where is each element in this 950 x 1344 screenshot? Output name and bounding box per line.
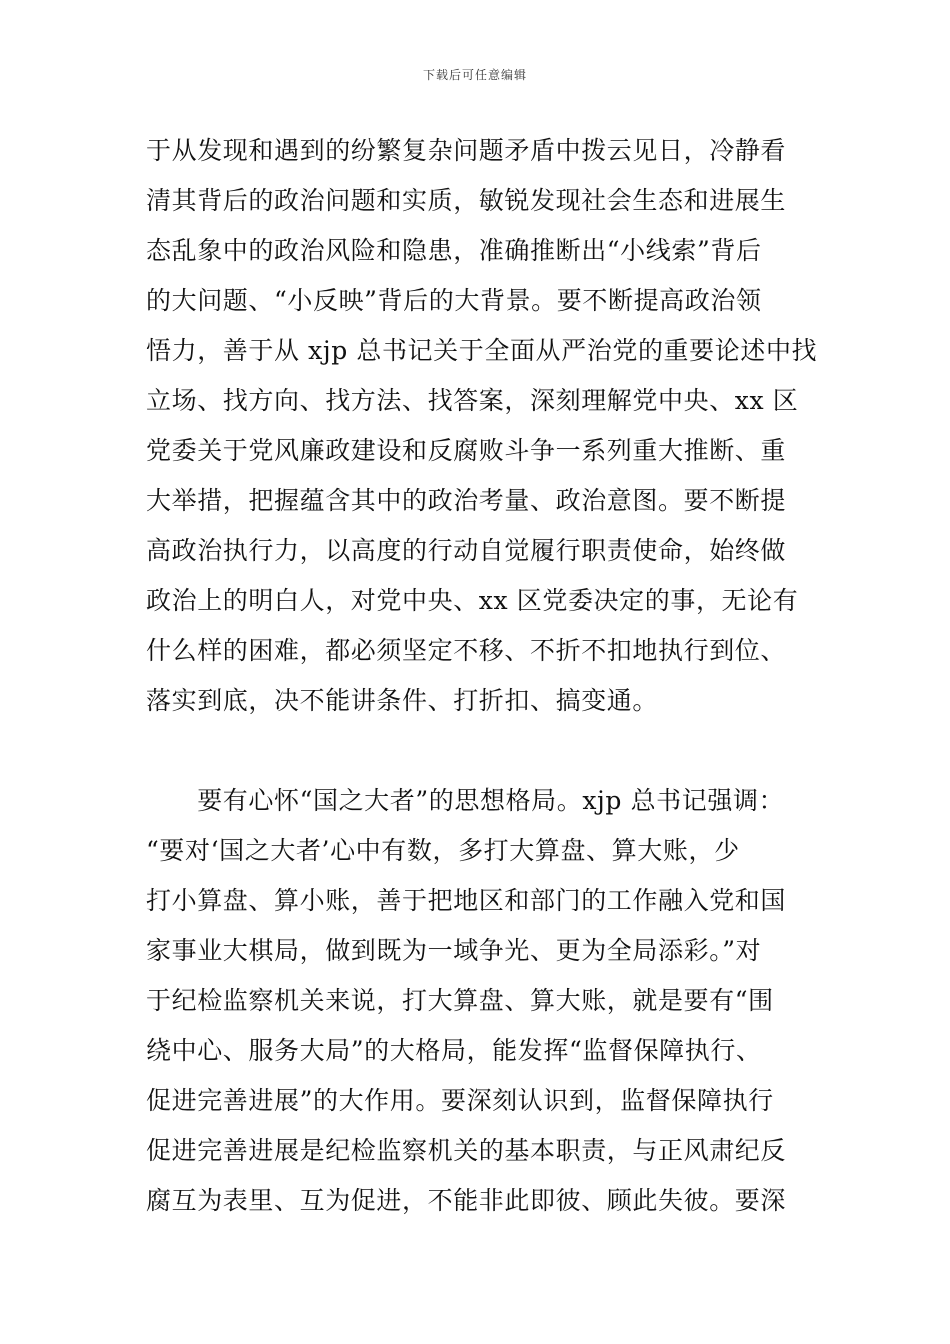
paragraph-2-line-2: “要对‘国之大者’心中有数，多打大算盘、算大账，少 <box>146 836 740 865</box>
paragraph-2-line-1: 要有心怀“国之大者”的思想格局。xjp 总书记强调： <box>146 786 785 815</box>
paragraph-2-line-8: 促进完善进展是纪检监察机关的基本职责，与正风肃纪反 <box>146 1136 787 1165</box>
paragraph-2-line-9: 腐互为表里、互为促进，不能非此即彼、顾此失彼。要深 <box>146 1186 787 1215</box>
paragraph-1-line-3: 态乱象中的政治风险和隐患，准确推断出“小线索”背后 <box>146 236 762 265</box>
paragraph-1-line-8: 大举措，把握蕴含其中的政治考量、政治意图。要不断提 <box>146 486 787 515</box>
paragraph-2-line-6: 绕中心、服务大局”的大格局，能发挥“监督保障执行、 <box>146 1036 762 1065</box>
paragraph-1-line-2: 清其背后的政治问题和实质，敏锐发现社会生态和进展生 <box>146 186 787 215</box>
paragraph-1-line-1: 于从发现和遇到的纷繁复杂问题矛盾中拨云见日，冷静看 <box>146 136 787 165</box>
page-header: 下载后可任意编辑 <box>422 68 527 82</box>
paragraph-2-line-7: 促进完善进展”的大作用。要深刻认识到，监督保障执行 <box>146 1086 774 1115</box>
paragraph-1-line-7: 党委关于党风廉政建设和反腐败斗争一系列重大推断、重 <box>146 436 787 465</box>
paragraph-1-line-9: 高政治执行力，以高度的行动自觉履行职责使命，始终做 <box>146 536 787 565</box>
paragraph-1-line-6: 立场、找方向、找方法、找答案，深刻理解党中央、xx 区 <box>146 386 799 415</box>
paragraph-1-line-12: 落实到底，决不能讲条件、打折扣、搞变通。 <box>146 686 659 715</box>
paragraph-1-line-4: 的大问题、“小反映”背后的大背景。要不断提高政治领 <box>146 286 762 315</box>
paragraph-1-line-11: 什么样的困难，都必须坚定不移、不折不扣地执行到位、 <box>146 636 787 665</box>
paragraph-2-line-5: 于纪检监察机关来说，打大算盘、算大账，就是要有“围 <box>146 986 774 1015</box>
paragraph-1-line-10: 政治上的明白人，对党中央、xx 区党委决定的事，无论有 <box>146 586 799 615</box>
paragraph-2-line-3: 打小算盘、算小账，善于把地区和部门的工作融入党和国 <box>146 886 787 915</box>
paragraph-2-line-4: 家事业大棋局，做到既为一域争光、更为全局添彩。”对 <box>146 936 762 965</box>
paragraph-1-line-5: 悟力，善于从 xjp 总书记关于全面从严治党的重要论述中找 <box>146 336 818 365</box>
